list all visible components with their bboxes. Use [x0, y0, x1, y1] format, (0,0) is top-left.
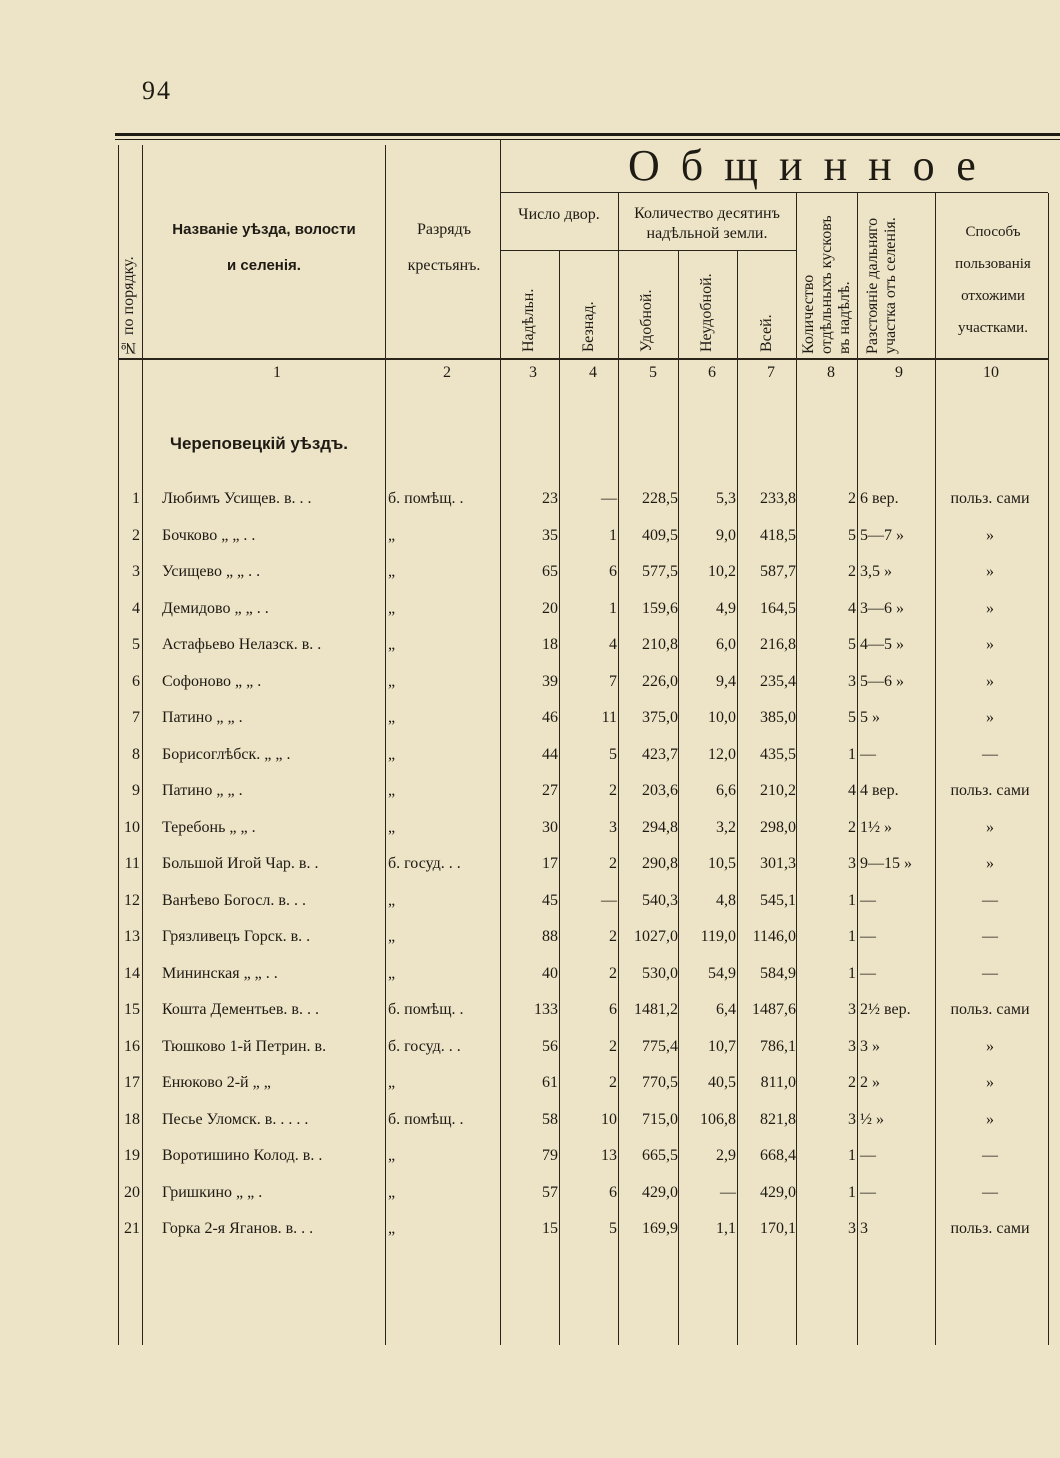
table-row	[0, 705, 1060, 735]
households-allotted: 61	[542, 1074, 558, 1091]
households-landless: 3	[609, 818, 617, 836]
table-row	[0, 669, 1060, 699]
land-arable: 715,0	[642, 1110, 678, 1128]
header-name-line1: Названіе уѣзда, волости	[172, 221, 356, 238]
row-number: 1	[132, 490, 140, 507]
row-number: 11	[124, 855, 140, 872]
plots-count: 1	[848, 745, 856, 763]
land-non-arable: 54,9	[708, 964, 736, 982]
village-name: Астафьево Нелазск. в. .	[162, 636, 322, 653]
table-row	[0, 486, 1060, 516]
distance: 3—6 »	[860, 599, 904, 617]
land-arable: 423,7	[642, 745, 678, 763]
header-rule	[500, 250, 796, 251]
households-landless: 5	[609, 1220, 617, 1237]
use-method: »	[986, 672, 994, 690]
land-total: 164,5	[760, 599, 796, 617]
land-arable: 409,5	[642, 526, 678, 544]
plots-count: 3	[848, 1001, 856, 1018]
households-allotted: 18	[542, 636, 558, 653]
distance: 5—7 »	[860, 526, 904, 544]
village-name: Большой Игой Чар. в. .	[162, 855, 319, 872]
land-non-arable: —	[720, 1183, 736, 1201]
column-number: 1	[273, 364, 281, 381]
plots-count: 3	[848, 672, 856, 690]
peasant-class: „	[388, 526, 396, 544]
peasant-class: „	[388, 818, 396, 836]
plots-count: 3	[848, 855, 856, 872]
plots-count: 5	[848, 709, 856, 726]
table-row	[0, 1180, 1060, 1210]
row-number: 12	[124, 891, 140, 909]
row-number: 16	[124, 1037, 140, 1055]
land-total: 786,1	[760, 1037, 796, 1055]
district-heading: Череповецкій уѣздъ.	[170, 434, 348, 453]
land-arable: 169,9	[642, 1220, 678, 1237]
column-number: 2	[443, 364, 451, 381]
distance: 5 »	[860, 709, 880, 726]
village-name: Песье Уломск. в. . . . .	[162, 1110, 309, 1128]
peasant-class: „	[388, 709, 396, 726]
households-landless: 1	[609, 599, 617, 617]
peasant-class: б. помѣщ. .	[388, 1001, 464, 1018]
plots-count: 1	[848, 1183, 856, 1201]
land-total: 235,4	[760, 672, 796, 690]
peasant-class: „	[388, 599, 396, 617]
use-method: —	[982, 891, 998, 909]
village-name: Мининская „ „ . .	[162, 964, 278, 982]
land-non-arable: 3,2	[716, 818, 736, 836]
land-non-arable: 10,7	[708, 1037, 736, 1055]
row-number: 13	[124, 928, 140, 945]
plots-count: 1	[848, 1147, 856, 1164]
table-row	[0, 1143, 1060, 1173]
land-non-arable: 4,8	[716, 891, 736, 909]
village-name: Енюково 2-й „ „	[162, 1074, 271, 1091]
households-allotted: 30	[542, 818, 558, 836]
header-land	[618, 204, 796, 244]
households-allotted: 23	[542, 490, 558, 507]
distance: —	[860, 745, 876, 763]
land-total: 545,1	[760, 891, 796, 909]
land-arable: 375,0	[642, 709, 678, 726]
village-name: Кошта Дементьев. в. . .	[162, 1001, 319, 1018]
column-number: 7	[767, 364, 775, 381]
land-total: 233,8	[760, 490, 796, 507]
table-row	[0, 1034, 1060, 1064]
land-total: 811,0	[760, 1074, 796, 1091]
table-row	[0, 559, 1060, 589]
plots-count: 2	[848, 563, 856, 580]
plots-count: 4	[848, 599, 856, 617]
row-number: 5	[132, 636, 140, 653]
village-name: Усищево „ „ . .	[162, 563, 261, 580]
land-total: 170,1	[760, 1220, 796, 1237]
header-plots-count: Количество отдѣльныхъ кусковъ въ надѣлѣ.	[800, 215, 853, 354]
distance: —	[860, 891, 876, 909]
land-arable: 210,8	[642, 636, 678, 653]
land-non-arable: 9,4	[716, 672, 736, 690]
land-non-arable: 9,0	[716, 526, 736, 544]
households-landless: 2	[609, 855, 617, 872]
distance: —	[860, 1147, 876, 1164]
households-allotted: 46	[542, 709, 558, 726]
peasant-class: „	[388, 563, 396, 580]
village-name: Ванѣево Богосл. в. . .	[162, 891, 306, 909]
land-non-arable: 6,0	[716, 636, 736, 653]
village-name: Патино „ „ .	[162, 709, 243, 726]
use-method: —	[982, 964, 998, 982]
table-row	[0, 997, 1060, 1027]
table-row	[0, 596, 1060, 626]
use-method: польз. сами	[950, 1001, 1030, 1018]
households-allotted: 79	[542, 1147, 558, 1164]
land-arable: 159,6	[642, 599, 678, 617]
distance: 3 »	[860, 1037, 880, 1055]
land-non-arable: 12,0	[708, 745, 736, 763]
households-allotted: 58	[542, 1110, 558, 1128]
land-arable: 1481,2	[634, 1001, 678, 1018]
plots-count: 4	[848, 782, 856, 799]
land-arable: 530,0	[642, 964, 678, 982]
use-method: »	[986, 563, 994, 580]
households-landless: 11	[601, 709, 617, 726]
peasant-class: „	[388, 636, 396, 653]
table-row	[0, 924, 1060, 954]
use-method: »	[986, 1074, 994, 1091]
header-class	[388, 212, 500, 284]
column-number: 4	[589, 364, 597, 381]
row-number: 14	[124, 964, 140, 982]
land-arable: 577,5	[642, 563, 678, 580]
land-non-arable: 4,9	[716, 599, 736, 617]
header-distance: Разстояніе дальняго участка отъ селенія.	[864, 217, 899, 354]
households-allotted: 17	[542, 855, 558, 872]
header-households: Число двор.	[518, 206, 600, 223]
village-name: Тюшково 1-й Петрин. в.	[162, 1037, 327, 1055]
households-allotted: 57	[542, 1183, 558, 1201]
table-row	[0, 851, 1060, 881]
distance: —	[860, 1183, 876, 1201]
peasant-class: б. помѣщ. .	[388, 1110, 464, 1128]
land-arable: 290,8	[642, 855, 678, 872]
households-allotted: 45	[542, 891, 558, 909]
plots-count: 3	[848, 1110, 856, 1128]
header-order: № по порядку.	[120, 256, 137, 356]
land-arable: 540,3	[642, 891, 678, 909]
column-number: 9	[895, 364, 903, 381]
use-method: польз. сами	[950, 1220, 1030, 1237]
header-class-line2: крестьянъ.	[407, 257, 481, 274]
plots-count: 3	[848, 1220, 856, 1237]
households-allotted: 65	[542, 563, 558, 580]
use-method: »	[986, 599, 994, 617]
village-name: Любимъ Усищев. в. . .	[162, 490, 312, 507]
land-arable: 228,5	[642, 490, 678, 507]
land-arable: 775,4	[642, 1037, 678, 1055]
land-non-arable: 2,9	[716, 1147, 736, 1164]
households-landless: 2	[609, 928, 617, 945]
distance: —	[860, 928, 876, 945]
land-non-arable: 1,1	[716, 1220, 736, 1237]
land-total: 668,4	[760, 1147, 796, 1164]
land-non-arable: 119,0	[700, 928, 736, 945]
land-non-arable: 40,5	[708, 1074, 736, 1091]
header-land-arable: Удобной.	[638, 289, 655, 352]
land-non-arable: 106,8	[700, 1110, 736, 1128]
households-landless: 2	[609, 1037, 617, 1055]
table-row	[0, 632, 1060, 662]
header-land-total: Всей.	[758, 314, 775, 352]
peasant-class: б. госуд. . .	[388, 855, 461, 872]
land-total: 1487,6	[752, 1001, 796, 1018]
plots-count: 5	[848, 636, 856, 653]
use-method: польз. сами	[950, 490, 1030, 507]
header-name-line2: и селенія.	[227, 257, 301, 274]
table-row	[0, 523, 1060, 553]
distance: 9—15 »	[860, 855, 912, 872]
header-land-non-arable: Неудобной.	[698, 273, 715, 352]
distance: 2 »	[860, 1074, 880, 1091]
households-allotted: 35	[542, 526, 558, 544]
land-non-arable: 6,4	[716, 1001, 736, 1018]
village-name: Грязливецъ Горск. в. .	[162, 928, 311, 945]
row-number: 8	[132, 745, 140, 763]
land-arable: 226,0	[642, 672, 678, 690]
distance: 1½ »	[860, 818, 892, 836]
use-method: »	[986, 526, 994, 544]
households-allotted: 133	[534, 1001, 558, 1018]
households-landless: 5	[609, 745, 617, 763]
peasant-class: б. помѣщ. .	[388, 490, 464, 507]
households-allotted: 56	[542, 1037, 558, 1055]
land-total: 298,0	[760, 818, 796, 836]
land-arable: 1027,0	[634, 928, 678, 945]
village-name: Патино „ „ .	[162, 782, 243, 799]
row-number: 20	[124, 1183, 140, 1201]
households-landless: 13	[601, 1147, 617, 1164]
land-total: 587,7	[760, 563, 796, 580]
land-total: 216,8	[760, 636, 796, 653]
use-method: —	[982, 1183, 998, 1201]
table-row	[0, 778, 1060, 808]
peasant-class: „	[388, 1074, 396, 1091]
header-use	[938, 216, 1048, 344]
table-row	[0, 1070, 1060, 1100]
peasant-class: „	[388, 1220, 396, 1237]
table-row	[0, 1216, 1060, 1246]
column-number: 8	[827, 364, 835, 381]
top-rule	[115, 133, 1060, 136]
header-rule	[500, 192, 1048, 193]
header-land-line1: Количество десятинъ	[634, 205, 780, 222]
header-class-line1: Разрядъ	[416, 221, 472, 238]
households-allotted: 39	[542, 672, 558, 690]
column-number: 10	[983, 364, 999, 381]
table-row	[0, 742, 1060, 772]
use-method: »	[986, 1037, 994, 1055]
row-number: 17	[124, 1074, 140, 1091]
row-number: 6	[132, 672, 140, 690]
row-number: 4	[132, 599, 140, 617]
land-total: 821,8	[760, 1110, 796, 1128]
distance: 4—5 »	[860, 636, 904, 653]
plots-count: 2	[848, 1074, 856, 1091]
use-method: »	[986, 1110, 994, 1128]
peasant-class: „	[388, 745, 396, 763]
table-row	[0, 815, 1060, 845]
land-non-arable: 10,2	[708, 563, 736, 580]
header-land-line2: надѣльной земли.	[646, 225, 768, 242]
row-number: 19	[124, 1147, 140, 1164]
land-total: 584,9	[760, 964, 796, 982]
households-landless: —	[601, 891, 617, 909]
households-allotted: 27	[542, 782, 558, 799]
land-arable: 294,8	[642, 818, 678, 836]
distance: 5—6 »	[860, 672, 904, 690]
households-landless: 2	[609, 964, 617, 982]
village-name: Горка 2-я Яганов. в. . .	[162, 1220, 314, 1237]
distance: 3	[860, 1220, 868, 1237]
land-arable: 770,5	[642, 1074, 678, 1091]
row-number: 10	[124, 818, 140, 836]
row-number: 21	[124, 1220, 140, 1237]
households-landless: 7	[609, 672, 617, 690]
households-allotted: 44	[542, 745, 558, 763]
use-method: »	[986, 818, 994, 836]
header-use-line4: участками.	[958, 320, 1028, 336]
land-arable: 665,5	[642, 1147, 678, 1164]
row-number: 18	[124, 1110, 140, 1128]
use-method: —	[982, 1147, 998, 1164]
distance: 2½ вер.	[860, 1001, 911, 1018]
village-name: Бочково „ „ . .	[162, 526, 256, 544]
header-name	[145, 212, 383, 284]
households-landless: 6	[609, 1183, 617, 1201]
header-use-line2: пользованія	[955, 256, 1031, 272]
land-total: 210,2	[760, 782, 796, 799]
page-number: 94	[142, 76, 172, 105]
row-number: 15	[124, 1001, 140, 1018]
households-allotted: 15	[542, 1220, 558, 1237]
use-method: »	[986, 636, 994, 653]
plots-count: 1	[848, 964, 856, 982]
peasant-class: „	[388, 782, 396, 799]
land-total: 429,0	[760, 1183, 796, 1201]
land-non-arable: 10,0	[708, 709, 736, 726]
table-row	[0, 961, 1060, 991]
peasant-class: „	[388, 1183, 396, 1201]
land-non-arable: 5,3	[716, 490, 736, 507]
households-landless: 2	[609, 782, 617, 799]
plots-count: 1	[848, 891, 856, 909]
distance: 6 вер.	[860, 490, 899, 507]
use-method: »	[986, 855, 994, 872]
land-total: 435,5	[760, 745, 796, 763]
plots-count: 2	[848, 818, 856, 836]
peasant-class: „	[388, 1147, 396, 1164]
distance: ½ »	[860, 1110, 884, 1128]
village-name: Гришкино „ „ .	[162, 1183, 263, 1201]
header-households-allot: Надѣльн.	[520, 288, 537, 352]
households-allotted: 20	[542, 599, 558, 617]
land-total: 1146,0	[752, 928, 796, 945]
peasant-class: б. госуд. . .	[388, 1037, 461, 1055]
row-number: 3	[132, 563, 140, 580]
peasant-class: „	[388, 672, 396, 690]
village-name: Борисоглѣбск. „ „ .	[162, 745, 291, 763]
households-landless: 6	[609, 1001, 617, 1018]
land-total: 418,5	[760, 526, 796, 544]
households-landless: 6	[609, 563, 617, 580]
land-total: 385,0	[760, 709, 796, 726]
use-method: »	[986, 709, 994, 726]
land-arable: 429,0	[642, 1183, 678, 1201]
distance: 3,5 »	[860, 563, 892, 580]
distance: 4 вер.	[860, 782, 899, 799]
village-name: Демидово „ „ . .	[162, 599, 269, 617]
peasant-class: „	[388, 964, 396, 982]
column-number: 6	[708, 364, 716, 381]
village-name: Софоново „ „ .	[162, 672, 262, 690]
row-number: 2	[132, 526, 140, 544]
peasant-class: „	[388, 891, 396, 909]
households-landless: 4	[609, 636, 617, 653]
land-non-arable: 10,5	[708, 855, 736, 872]
plots-count: 2	[848, 490, 856, 507]
village-name: Воротишино Колод. в. .	[162, 1147, 323, 1164]
village-name: Теребонь „ „ .	[162, 818, 256, 836]
table-row	[0, 1107, 1060, 1137]
use-method: —	[982, 745, 998, 763]
use-method: —	[982, 928, 998, 945]
header-use-line1: Способъ	[965, 224, 1021, 240]
households-landless: 2	[609, 1074, 617, 1091]
row-number: 7	[132, 709, 140, 726]
plots-count: 3	[848, 1037, 856, 1055]
header-households-landless: Безнад.	[580, 301, 597, 352]
plots-count: 5	[848, 526, 856, 544]
column-number: 5	[649, 364, 657, 381]
row-number: 9	[132, 782, 140, 799]
households-allotted: 40	[542, 964, 558, 982]
land-arable: 203,6	[642, 782, 678, 799]
land-total: 301,3	[760, 855, 796, 872]
use-method: польз. сами	[950, 782, 1030, 799]
header-use-line3: отхожими	[961, 288, 1025, 304]
plots-count: 1	[848, 928, 856, 945]
header-rule	[118, 358, 1048, 360]
column-number: 3	[529, 364, 537, 381]
land-non-arable: 6,6	[716, 782, 736, 799]
table-row	[0, 888, 1060, 918]
households-landless: 10	[601, 1110, 617, 1128]
households-landless: 1	[609, 526, 617, 544]
table-title: Общинное	[628, 141, 997, 190]
households-landless: —	[601, 490, 617, 507]
households-allotted: 88	[542, 928, 558, 945]
distance: —	[860, 964, 876, 982]
peasant-class: „	[388, 928, 396, 945]
